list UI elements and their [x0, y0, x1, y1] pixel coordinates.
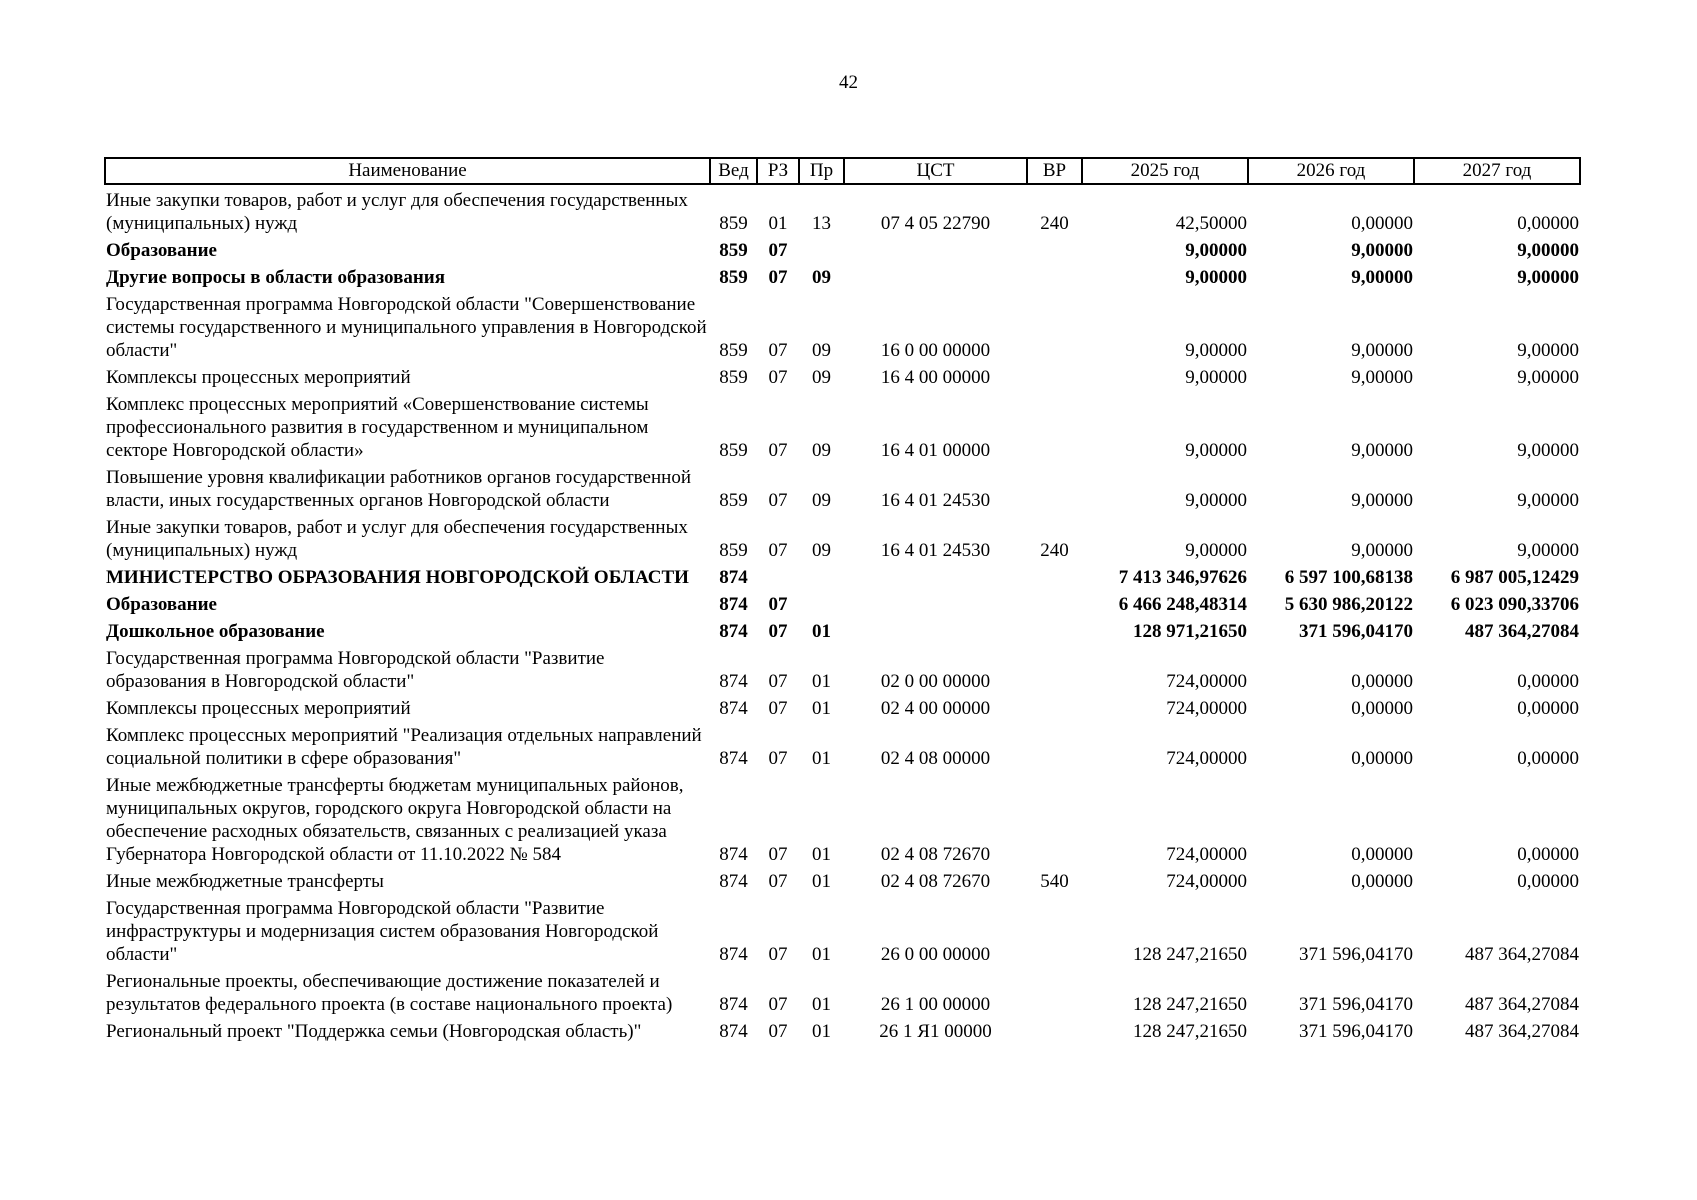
cell-pr: 09	[812, 267, 831, 288]
cell-2027: 6 987 005,12429	[1450, 567, 1579, 588]
cell-name: Повышение уровня квалификации работников органов государственной власти, иных государственных органов Новгородской области	[106, 467, 691, 511]
table-row	[105, 866, 1580, 893]
cell-cst: 16 0 00 00000	[880, 340, 991, 361]
cell-2027: 487 364,27084	[1465, 944, 1579, 965]
cell-name: Другие вопросы в области образования	[106, 267, 446, 288]
cell-name: Государственная программа Новгородской области "Развитие инфраструктуры и модернизация систем образования Новгородской области"	[106, 898, 659, 965]
cell-2027: 6 023 090,33706	[1450, 594, 1579, 615]
header-pr: Пр	[799, 158, 844, 184]
cell-pr: 09	[812, 367, 831, 388]
table-row	[105, 770, 1580, 866]
cell-ved: 859	[719, 240, 748, 261]
cell-ved: 874	[719, 748, 748, 769]
header-rz: РЗ	[757, 158, 799, 184]
cell-2027: 0,00000	[1517, 213, 1579, 234]
cell-rz	[757, 562, 799, 589]
cell-pr	[799, 235, 844, 262]
cell-name: Комплексы процессных мероприятий	[106, 698, 411, 719]
cell-vr	[1027, 262, 1082, 289]
cell-ved: 859	[719, 267, 748, 288]
cell-ved: 859	[719, 340, 748, 361]
cell-rz: 07	[768, 340, 788, 361]
cell-2025: 9,00000	[1185, 490, 1247, 511]
cell-cst: 02 4 08 72670	[880, 871, 991, 892]
cell-pr	[799, 562, 844, 589]
cell-2027: 9,00000	[1517, 440, 1579, 461]
cell-ved: 874	[719, 1021, 748, 1042]
cell-rz: 07	[768, 490, 788, 511]
cell-pr: 09	[812, 440, 831, 461]
cell-rz: 07	[768, 540, 788, 561]
cell-2027: 9,00000	[1517, 267, 1579, 288]
cell-cst	[844, 235, 1027, 262]
cell-2027: 0,00000	[1517, 844, 1579, 865]
cell-2026: 371 596,04170	[1299, 944, 1413, 965]
cell-rz: 01	[768, 213, 788, 234]
cell-cst: 02 4 00 00000	[880, 698, 991, 719]
cell-rz: 07	[768, 594, 788, 615]
cell-2026: 371 596,04170	[1299, 1021, 1413, 1042]
cell-name: Комплексы процессных мероприятий	[106, 367, 411, 388]
header-name: Наименование	[105, 158, 710, 184]
page-number: 42	[839, 72, 858, 93]
cell-cst: 16 4 00 00000	[880, 367, 991, 388]
table-row	[105, 262, 1580, 289]
table-row	[105, 184, 1580, 235]
cell-pr: 09	[812, 340, 831, 361]
cell-2025: 9,00000	[1185, 540, 1247, 561]
table-body	[105, 184, 1580, 1043]
cell-2026: 0,00000	[1351, 698, 1413, 719]
cell-2027: 9,00000	[1517, 367, 1579, 388]
cell-rz: 07	[768, 1021, 788, 1042]
cell-rz: 07	[768, 440, 788, 461]
cell-vr	[1027, 462, 1082, 512]
cell-2025: 724,00000	[1166, 844, 1247, 865]
cell-2025: 9,00000	[1185, 240, 1247, 261]
cell-2027: 9,00000	[1517, 240, 1579, 261]
header-ved: Вед	[710, 158, 757, 184]
header-2025: 2025 год	[1082, 158, 1248, 184]
cell-name: Образование	[106, 594, 217, 615]
cell-name: Иные закупки товаров, работ и услуг для обеспечения государственных (муниципальных) нужд	[106, 517, 688, 561]
cell-ved: 874	[719, 698, 748, 719]
cell-2026: 0,00000	[1351, 671, 1413, 692]
cell-2026: 9,00000	[1351, 490, 1413, 511]
cell-cst: 26 1 00 00000	[880, 994, 991, 1015]
header-2027: 2027 год	[1414, 158, 1580, 184]
table-row	[105, 643, 1580, 693]
cell-cst: 02 4 08 00000	[880, 748, 991, 769]
cell-vr	[1027, 362, 1082, 389]
table-row	[105, 616, 1580, 643]
cell-vr	[1027, 966, 1082, 1016]
cell-2026: 0,00000	[1351, 871, 1413, 892]
cell-cst	[844, 562, 1027, 589]
cell-2026: 6 597 100,68138	[1284, 567, 1413, 588]
cell-2025: 9,00000	[1185, 440, 1247, 461]
cell-2026: 9,00000	[1351, 240, 1413, 261]
cell-pr	[799, 589, 844, 616]
table-row	[105, 235, 1580, 262]
cell-2026: 5 630 986,20122	[1284, 594, 1413, 615]
cell-vr	[1027, 1016, 1082, 1043]
cell-vr	[1027, 720, 1082, 770]
cell-rz: 07	[768, 267, 788, 288]
cell-ved: 859	[719, 540, 748, 561]
cell-vr	[1027, 643, 1082, 693]
cell-2025: 128 971,21650	[1133, 621, 1247, 642]
cell-2026: 371 596,04170	[1299, 621, 1413, 642]
cell-cst: 16 4 01 24530	[880, 540, 991, 561]
table-row	[105, 362, 1580, 389]
cell-pr: 01	[812, 671, 831, 692]
cell-2027: 9,00000	[1517, 540, 1579, 561]
cell-rz: 07	[768, 671, 788, 692]
cell-rz: 07	[768, 844, 788, 865]
cell-vr	[1027, 616, 1082, 643]
table-row	[105, 1016, 1580, 1043]
cell-vr: 240	[1040, 540, 1069, 561]
cell-rz: 07	[768, 240, 788, 261]
cell-cst: 07 4 05 22790	[880, 213, 991, 234]
table-row	[105, 589, 1580, 616]
cell-2025: 9,00000	[1185, 267, 1247, 288]
cell-vr: 240	[1040, 213, 1069, 234]
cell-vr	[1027, 589, 1082, 616]
cell-2026: 0,00000	[1351, 213, 1413, 234]
cell-2027: 0,00000	[1517, 671, 1579, 692]
cell-vr	[1027, 289, 1082, 362]
cell-pr: 01	[812, 621, 831, 642]
cell-rz: 07	[768, 367, 788, 388]
cell-2025: 724,00000	[1166, 698, 1247, 719]
cell-pr: 01	[812, 994, 831, 1015]
table-row	[105, 289, 1580, 362]
cell-2027: 9,00000	[1517, 490, 1579, 511]
cell-pr: 13	[812, 213, 831, 234]
table-row	[105, 893, 1580, 966]
cell-rz: 07	[768, 698, 788, 719]
cell-2026: 0,00000	[1351, 748, 1413, 769]
header-vr: ВР	[1027, 158, 1082, 184]
cell-name: Иные закупки товаров, работ и услуг для обеспечения государственных (муниципальных) нужд	[106, 190, 688, 234]
cell-vr	[1027, 562, 1082, 589]
cell-name: Государственная программа Новгородской области "Развитие образования в Новгородской области"	[106, 648, 605, 692]
cell-2026: 9,00000	[1351, 340, 1413, 361]
cell-name: Дошкольное образование	[106, 621, 325, 642]
cell-cst: 16 4 01 24530	[880, 490, 991, 511]
cell-name: Образование	[106, 240, 217, 261]
cell-ved: 874	[719, 594, 748, 615]
cell-vr	[1027, 893, 1082, 966]
cell-2025: 9,00000	[1185, 340, 1247, 361]
cell-2027: 0,00000	[1517, 871, 1579, 892]
header-cst: ЦСТ	[844, 158, 1027, 184]
cell-name: Комплекс процессных мероприятий «Совершенствование системы профессионального развития в государственном и муниципальном секторе Новгородской области»	[106, 394, 649, 461]
cell-2027: 487 364,27084	[1465, 994, 1579, 1015]
cell-2025: 724,00000	[1166, 671, 1247, 692]
cell-pr: 09	[812, 490, 831, 511]
table-row	[105, 720, 1580, 770]
cell-vr: 540	[1040, 871, 1069, 892]
table-row	[105, 512, 1580, 562]
cell-pr: 01	[812, 944, 831, 965]
table-row	[105, 462, 1580, 512]
cell-2025: 42,50000	[1175, 213, 1247, 234]
cell-2025: 128 247,21650	[1133, 994, 1247, 1015]
cell-2026: 9,00000	[1351, 367, 1413, 388]
table-row	[105, 966, 1580, 1016]
table-header-row	[105, 158, 1580, 184]
table-row	[105, 562, 1580, 589]
cell-2026: 9,00000	[1351, 440, 1413, 461]
cell-cst	[844, 262, 1027, 289]
cell-2026: 9,00000	[1351, 540, 1413, 561]
cell-2026: 0,00000	[1351, 844, 1413, 865]
cell-ved: 874	[719, 671, 748, 692]
cell-pr: 01	[812, 871, 831, 892]
cell-cst: 02 0 00 00000	[880, 671, 991, 692]
cell-vr	[1027, 693, 1082, 720]
cell-2027: 0,00000	[1517, 698, 1579, 719]
cell-name: Иные межбюджетные трансферты бюджетам муниципальных районов, муниципальных округов, городского округа Новгородской области на обеспечение расходных обязательств, связанных с реализацией указа Губернатора Новгородской области от 11.10.2022 № 584	[106, 775, 684, 865]
cell-name: Региональные проекты, обеспечивающие достижение показателей и результатов федерального проекта (в составе национального проекта)	[106, 971, 673, 1015]
cell-2025: 7 413 346,97626	[1118, 567, 1247, 588]
cell-name: Государственная программа Новгородской области "Совершенствование системы государственного и муниципального управления в Новгородской области"	[106, 294, 707, 361]
table-row	[105, 693, 1580, 720]
cell-ved: 859	[719, 440, 748, 461]
cell-2027: 487 364,27084	[1465, 621, 1579, 642]
cell-2025: 128 247,21650	[1133, 1021, 1247, 1042]
cell-2026: 9,00000	[1351, 267, 1413, 288]
cell-2027: 487 364,27084	[1465, 1021, 1579, 1042]
cell-pr: 01	[812, 844, 831, 865]
cell-cst: 26 0 00 00000	[880, 944, 991, 965]
cell-ved: 874	[719, 844, 748, 865]
cell-name: МИНИСТЕРСТВО ОБРАЗОВАНИЯ НОВГОРОДСКОЙ ОБЛАСТИ	[106, 567, 689, 588]
cell-cst: 16 4 01 00000	[880, 440, 991, 461]
cell-rz: 07	[768, 871, 788, 892]
cell-rz: 07	[768, 994, 788, 1015]
cell-rz: 07	[768, 748, 788, 769]
cell-rz: 07	[768, 944, 788, 965]
cell-name: Региональный проект "Поддержка семьи (Новгородская область)"	[106, 1021, 642, 1042]
cell-2025: 9,00000	[1185, 367, 1247, 388]
cell-ved: 859	[719, 490, 748, 511]
cell-ved: 874	[719, 621, 748, 642]
cell-pr: 01	[812, 748, 831, 769]
cell-ved: 874	[719, 994, 748, 1015]
cell-cst	[844, 616, 1027, 643]
cell-cst	[844, 589, 1027, 616]
cell-2026: 371 596,04170	[1299, 994, 1413, 1015]
cell-pr: 01	[812, 698, 831, 719]
cell-cst: 26 1 Я1 00000	[879, 1021, 992, 1042]
cell-vr	[1027, 235, 1082, 262]
cell-name: Комплекс процессных мероприятий "Реализация отдельных направлений социальной политики в сфере образования"	[106, 725, 702, 769]
header-2026: 2026 год	[1248, 158, 1414, 184]
cell-2025: 6 466 248,48314	[1118, 594, 1247, 615]
cell-vr	[1027, 389, 1082, 462]
cell-ved: 874	[719, 871, 748, 892]
cell-rz: 07	[768, 621, 788, 642]
cell-ved: 874	[719, 567, 748, 588]
cell-2027: 9,00000	[1517, 340, 1579, 361]
cell-2027: 0,00000	[1517, 748, 1579, 769]
cell-name: Иные межбюджетные трансферты	[106, 871, 384, 892]
cell-pr: 01	[812, 1021, 831, 1042]
cell-ved: 874	[719, 944, 748, 965]
cell-vr	[1027, 770, 1082, 866]
table-row	[105, 389, 1580, 462]
cell-2025: 724,00000	[1166, 748, 1247, 769]
budget-table	[104, 157, 1581, 1043]
cell-pr: 09	[812, 540, 831, 561]
cell-ved: 859	[719, 213, 748, 234]
cell-ved: 859	[719, 367, 748, 388]
cell-cst: 02 4 08 72670	[880, 844, 991, 865]
cell-2025: 724,00000	[1166, 871, 1247, 892]
cell-2025: 128 247,21650	[1133, 944, 1247, 965]
